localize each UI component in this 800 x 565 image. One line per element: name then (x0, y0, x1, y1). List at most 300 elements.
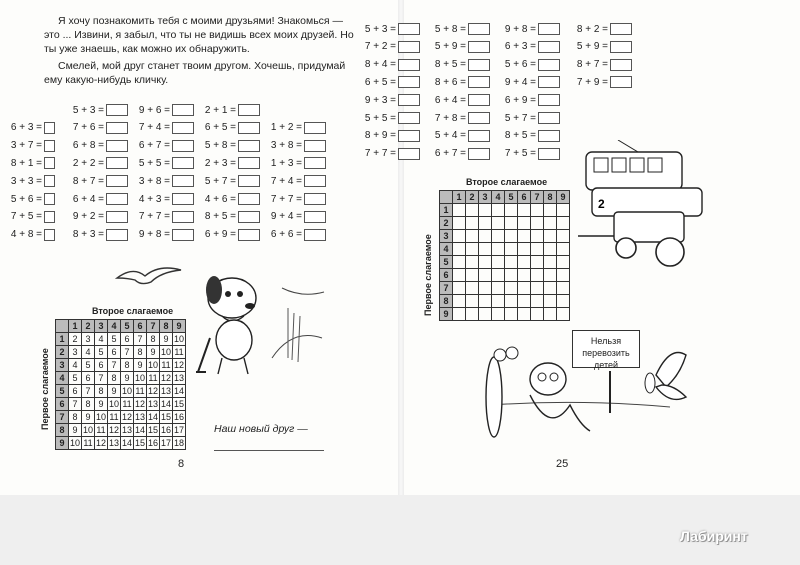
svg-text:2: 2 (598, 197, 605, 211)
table-header-cell: 6 (134, 320, 147, 333)
empty-cell[interactable] (492, 256, 505, 269)
empty-cell[interactable] (492, 295, 505, 308)
empty-cell[interactable] (466, 243, 479, 256)
table-row-header: 9 (56, 437, 69, 450)
answer-box[interactable] (44, 229, 55, 241)
empty-cell[interactable] (505, 243, 518, 256)
answer-box[interactable] (172, 175, 194, 187)
equation (270, 174, 326, 188)
answer-box[interactable] (538, 112, 560, 124)
answer-box[interactable] (238, 229, 260, 241)
table-cell: 7 (95, 372, 108, 385)
empty-cell[interactable] (518, 230, 531, 243)
answer-box[interactable] (106, 229, 128, 241)
answer-box[interactable] (44, 122, 55, 134)
equation-text: 6 + 9 = (504, 94, 536, 106)
answer-box[interactable] (398, 23, 420, 35)
table-cell: 17 (173, 424, 184, 435)
table-header-cell: 5 (121, 320, 134, 333)
empty-cell[interactable] (466, 295, 479, 308)
empty-cell[interactable] (479, 269, 492, 282)
empty-cell[interactable] (557, 243, 570, 256)
table-row-header: 9 (440, 308, 453, 321)
empty-cell[interactable] (479, 230, 492, 243)
equation-text: 5 + 7 = (204, 175, 236, 187)
answer-box[interactable] (398, 59, 420, 71)
equation-text: 5 + 9 = (434, 41, 466, 53)
empty-cell[interactable] (453, 230, 466, 243)
equation-text: 3 + 8 = (138, 175, 170, 187)
empty-cell[interactable] (492, 230, 505, 243)
equation (72, 156, 128, 170)
equation (434, 93, 490, 107)
answer-box[interactable] (398, 148, 420, 160)
answer-box[interactable] (398, 41, 420, 53)
equation-text: 8 + 5 = (434, 59, 466, 71)
table-cell: 10 (147, 359, 158, 370)
empty-cell[interactable] (505, 217, 518, 230)
empty-cell[interactable] (557, 282, 570, 295)
table-cell: 9 (95, 398, 108, 411)
table-row (56, 437, 186, 450)
table-cell: 16 (160, 424, 171, 435)
table-cell: 5 (69, 372, 82, 385)
empty-cell[interactable] (466, 269, 479, 282)
answer-box[interactable] (44, 211, 55, 223)
table-cell: 10 (121, 385, 132, 396)
table-cell: 10 (134, 372, 145, 383)
answer-box[interactable] (106, 140, 128, 152)
answer-box[interactable] (538, 76, 560, 88)
equation (270, 192, 326, 206)
table-row-header: 8 (440, 295, 453, 308)
empty-cell[interactable] (518, 269, 531, 282)
answer-box[interactable] (398, 130, 420, 142)
empty-cell[interactable] (466, 204, 479, 217)
table-header-cell: 1 (69, 320, 82, 333)
table-cell: 14 (134, 424, 145, 435)
equation-text: 3 + 7 = (10, 140, 42, 152)
answer-box[interactable] (44, 175, 55, 187)
answer-box[interactable] (468, 59, 490, 71)
empty-cell[interactable] (505, 282, 518, 295)
intro-paragraph-2: Смелей, мой друг станет твоим другом. Хочешь, придумай ему какую-нибудь кличку. (44, 60, 346, 86)
table-cell: 3 (82, 333, 95, 346)
table-row-header: 4 (56, 372, 69, 385)
equation (10, 174, 55, 188)
table-cell: 15 (173, 398, 184, 409)
equation-text: 7 + 7 = (270, 193, 302, 205)
answer-box[interactable] (610, 76, 632, 88)
equation-text: 8 + 7 = (72, 175, 104, 187)
friend-label: Наш новый друг — (214, 423, 308, 435)
empty-cell[interactable] (479, 204, 492, 217)
empty-cell[interactable] (531, 256, 544, 269)
empty-cell[interactable] (557, 256, 570, 269)
empty-cell[interactable] (518, 295, 531, 308)
table-header-cell: 9 (173, 320, 186, 333)
answer-box[interactable] (304, 140, 326, 152)
answer-box[interactable] (304, 229, 326, 241)
table-cell: 13 (173, 372, 184, 383)
empty-cell[interactable] (518, 308, 531, 321)
empty-cell[interactable] (531, 269, 544, 282)
table-row-header: 4 (440, 243, 453, 256)
answer-box[interactable] (538, 130, 560, 142)
equation-text: 5 + 9 = (576, 41, 608, 53)
answer-box[interactable] (238, 140, 260, 152)
table-cell: 10 (173, 333, 184, 344)
equation-text: 8 + 5 = (204, 211, 236, 223)
equation-text: 4 + 3 = (138, 193, 170, 205)
answer-box[interactable] (172, 104, 194, 116)
empty-cell[interactable] (544, 308, 557, 321)
empty-cell[interactable] (479, 243, 492, 256)
empty-cell[interactable] (544, 217, 557, 230)
empty-cell[interactable] (466, 308, 479, 321)
equation-text: 8 + 4 = (364, 59, 396, 71)
equation-text: 8 + 3 = (72, 229, 104, 241)
table-cell: 2 (69, 333, 82, 346)
equation (138, 121, 194, 135)
equation-text: 3 + 8 = (270, 140, 302, 152)
answer-box[interactable] (172, 122, 194, 134)
empty-cell[interactable] (518, 204, 531, 217)
equation-text: 9 + 4 = (504, 76, 536, 88)
empty-cell[interactable] (492, 269, 505, 282)
empty-cell[interactable] (505, 269, 518, 282)
table-row (440, 204, 570, 217)
equation-text: 7 + 4 = (138, 122, 170, 134)
equation (364, 22, 420, 36)
empty-cell[interactable] (544, 256, 557, 269)
answer-box[interactable] (238, 104, 260, 116)
empty-cell[interactable] (492, 308, 505, 321)
equation (138, 103, 194, 117)
table-row (56, 333, 186, 346)
answer-box[interactable] (106, 157, 128, 169)
equation-text: 6 + 3 = (504, 41, 536, 53)
equation-text: 8 + 9 = (364, 130, 396, 142)
table-cell: 6 (69, 385, 82, 398)
table-row-header: 6 (440, 269, 453, 282)
table-cell: 14 (147, 411, 158, 422)
empty-cell[interactable] (557, 217, 570, 230)
empty-cell[interactable] (544, 295, 557, 308)
answer-box[interactable] (172, 229, 194, 241)
equation-text: 7 + 2 = (364, 41, 396, 53)
equation (576, 22, 632, 36)
empty-cell[interactable] (531, 230, 544, 243)
empty-cell[interactable] (544, 204, 557, 217)
table-cell: 9 (69, 424, 82, 437)
table-cell: 14 (121, 437, 132, 448)
table-cell: 10 (82, 424, 93, 435)
empty-cell[interactable] (453, 204, 466, 217)
empty-cell[interactable] (453, 256, 466, 269)
equation-text: 7 + 5 = (504, 148, 536, 160)
empty-cell[interactable] (492, 204, 505, 217)
equation (364, 93, 420, 107)
empty-cell[interactable] (479, 217, 492, 230)
table-cell: 11 (174, 346, 184, 357)
answer-box[interactable] (44, 193, 55, 205)
empty-cell[interactable] (453, 269, 466, 282)
equation (138, 210, 194, 224)
equation-text: 8 + 2 = (576, 23, 608, 35)
empty-cell[interactable] (479, 256, 492, 269)
table-row-header: 7 (56, 411, 69, 424)
table-row (56, 372, 186, 385)
empty-cell[interactable] (544, 282, 557, 295)
equation-text: 6 + 4 = (434, 94, 466, 106)
equation (364, 40, 420, 54)
equation-text: 7 + 7 = (138, 211, 170, 223)
equation (204, 121, 260, 135)
empty-cell[interactable] (479, 308, 492, 321)
equation (364, 58, 420, 72)
table-cell: 7 (108, 359, 121, 372)
equation (504, 40, 560, 54)
equation (434, 111, 490, 125)
answer-box[interactable] (610, 23, 632, 35)
table-header-cell: 3 (479, 191, 492, 204)
empty-cell[interactable] (531, 204, 544, 217)
equation (72, 192, 128, 206)
empty-cell[interactable] (531, 243, 544, 256)
table-row (56, 346, 186, 359)
equation-text: 3 + 3 = (10, 175, 42, 187)
empty-cell[interactable] (518, 217, 531, 230)
empty-cell[interactable] (453, 295, 466, 308)
table-cell: 15 (147, 424, 158, 435)
table-row (440, 217, 570, 230)
table-corner (56, 320, 69, 333)
empty-cell[interactable] (505, 230, 518, 243)
table-row (56, 398, 186, 411)
equation (270, 139, 326, 153)
table-header-cell: 3 (95, 320, 108, 333)
table-cell: 9 (108, 385, 121, 398)
table-cell: 9 (134, 359, 147, 372)
equation (204, 103, 260, 117)
answer-box[interactable] (304, 193, 326, 205)
table-row-header: 8 (56, 424, 69, 437)
answer-box[interactable] (238, 193, 260, 205)
table-cell: 12 (121, 411, 132, 422)
equation (138, 139, 194, 153)
empty-cell[interactable] (453, 243, 466, 256)
answer-box[interactable] (468, 94, 490, 106)
empty-cell[interactable] (492, 243, 505, 256)
left-table-caption-top: Второе слагаемое (92, 306, 174, 316)
equation-text: 8 + 1 = (10, 157, 42, 169)
answer-box[interactable] (106, 122, 128, 134)
empty-cell[interactable] (531, 282, 544, 295)
right-table-caption-top: Второе слагаемое (466, 177, 548, 187)
equation (10, 228, 55, 242)
empty-cell[interactable] (492, 217, 505, 230)
answer-box[interactable] (398, 76, 420, 88)
answer-box[interactable] (468, 76, 490, 88)
table-row (56, 424, 186, 437)
empty-cell[interactable] (453, 282, 466, 295)
answer-box[interactable] (468, 148, 490, 160)
equation (204, 139, 260, 153)
addition-table-filled (55, 319, 186, 450)
empty-cell[interactable] (518, 243, 531, 256)
answer-box[interactable] (304, 122, 326, 134)
dog-illustration (192, 268, 327, 378)
empty-cell[interactable] (557, 308, 570, 321)
equation-text: 5 + 5 = (364, 112, 396, 124)
empty-cell[interactable] (518, 282, 531, 295)
answer-box[interactable] (304, 211, 326, 223)
empty-cell[interactable] (531, 217, 544, 230)
empty-cell[interactable] (466, 256, 479, 269)
empty-cell[interactable] (544, 243, 557, 256)
answer-box[interactable] (468, 112, 490, 124)
answer-box[interactable] (398, 94, 420, 106)
table-cell: 8 (69, 411, 82, 424)
table-cell: 4 (69, 359, 82, 372)
answer-box[interactable] (538, 94, 560, 106)
answer-box[interactable] (610, 59, 632, 71)
equation (504, 93, 560, 107)
answer-box[interactable] (468, 130, 490, 142)
answer-box[interactable] (538, 41, 560, 53)
table-cell: 12 (147, 385, 158, 396)
table-header-cell: 9 (557, 191, 570, 204)
empty-cell[interactable] (531, 295, 544, 308)
answer-box[interactable] (238, 175, 260, 187)
table-cell: 14 (173, 385, 184, 396)
answer-box[interactable] (538, 59, 560, 71)
equation-text: 2 + 2 = (72, 157, 104, 169)
answer-box[interactable] (238, 122, 260, 134)
answer-box[interactable] (538, 148, 560, 160)
equation (270, 121, 326, 135)
answer-box[interactable] (44, 157, 55, 169)
answer-box[interactable] (172, 211, 194, 223)
answer-box[interactable] (304, 175, 326, 187)
equation (138, 192, 194, 206)
answer-box[interactable] (106, 211, 128, 223)
equation-text: 7 + 5 = (10, 211, 42, 223)
empty-cell[interactable] (479, 295, 492, 308)
table-cell: 6 (82, 372, 95, 385)
empty-cell[interactable] (505, 295, 518, 308)
empty-cell[interactable] (466, 217, 479, 230)
table-row (440, 308, 570, 321)
equation-text: 9 + 3 = (364, 94, 396, 106)
right-table-caption-side: Первое слагаемое (423, 234, 433, 316)
equation (72, 121, 128, 135)
table-cell: 5 (95, 346, 108, 359)
table-header-cell: 7 (147, 320, 160, 333)
answer-box[interactable] (610, 41, 632, 53)
empty-cell[interactable] (557, 269, 570, 282)
empty-cell[interactable] (518, 256, 531, 269)
equation-text: 5 + 3 = (364, 23, 396, 35)
equation-text: 5 + 6 = (504, 59, 536, 71)
empty-cell[interactable] (531, 308, 544, 321)
empty-cell[interactable] (505, 308, 518, 321)
answer-box[interactable] (398, 112, 420, 124)
equation-text: 5 + 4 = (434, 130, 466, 142)
table-cell: 8 (95, 385, 108, 398)
table-cell: 3 (69, 346, 82, 359)
answer-box[interactable] (468, 23, 490, 35)
table-row-header: 2 (56, 346, 69, 359)
answer-box[interactable] (172, 193, 194, 205)
table-cell: 10 (160, 346, 171, 357)
equation (72, 174, 128, 188)
equation (434, 58, 490, 72)
empty-cell[interactable] (544, 230, 557, 243)
equation (72, 210, 128, 224)
equation-text: 5 + 6 = (10, 193, 42, 205)
empty-cell[interactable] (505, 256, 518, 269)
empty-cell[interactable] (479, 282, 492, 295)
equation (434, 75, 490, 89)
table-row (440, 256, 570, 269)
table-cell: 5 (108, 333, 121, 346)
empty-cell[interactable] (466, 230, 479, 243)
answer-box[interactable] (304, 157, 326, 169)
warning-sign: Нельзя перевозить детей (572, 330, 640, 368)
answer-box[interactable] (238, 211, 260, 223)
answer-box[interactable] (172, 140, 194, 152)
answer-box[interactable] (468, 41, 490, 53)
empty-cell[interactable] (557, 230, 570, 243)
table-cell: 7 (82, 385, 95, 398)
answer-box[interactable] (44, 140, 55, 152)
equation (10, 210, 55, 224)
table-header-cell: 4 (108, 320, 121, 333)
equation (364, 75, 420, 89)
answer-box[interactable] (172, 157, 194, 169)
table-cell: 6 (121, 333, 134, 346)
table-row (56, 359, 186, 372)
answer-box[interactable] (106, 175, 128, 187)
bird-illustration (115, 262, 185, 292)
equation (270, 210, 326, 224)
answer-box[interactable] (106, 193, 128, 205)
empty-cell[interactable] (453, 308, 466, 321)
table-cell: 17 (160, 437, 171, 448)
equation (576, 40, 632, 54)
empty-cell[interactable] (557, 295, 570, 308)
equation (434, 147, 490, 161)
empty-cell[interactable] (544, 269, 557, 282)
table-header-cell: 2 (82, 320, 95, 333)
empty-cell[interactable] (505, 204, 518, 217)
empty-cell[interactable] (557, 204, 570, 217)
answer-box[interactable] (238, 157, 260, 169)
equation (504, 111, 560, 125)
empty-cell[interactable] (492, 282, 505, 295)
equation-text: 8 + 5 = (504, 130, 536, 142)
friend-name-line[interactable] (214, 450, 324, 451)
table-row-header: 6 (56, 398, 69, 411)
answer-box[interactable] (538, 23, 560, 35)
empty-cell[interactable] (453, 217, 466, 230)
equation-text: 7 + 6 = (72, 122, 104, 134)
answer-box[interactable] (106, 104, 128, 116)
empty-cell[interactable] (466, 282, 479, 295)
equation-text: 6 + 5 = (204, 122, 236, 134)
